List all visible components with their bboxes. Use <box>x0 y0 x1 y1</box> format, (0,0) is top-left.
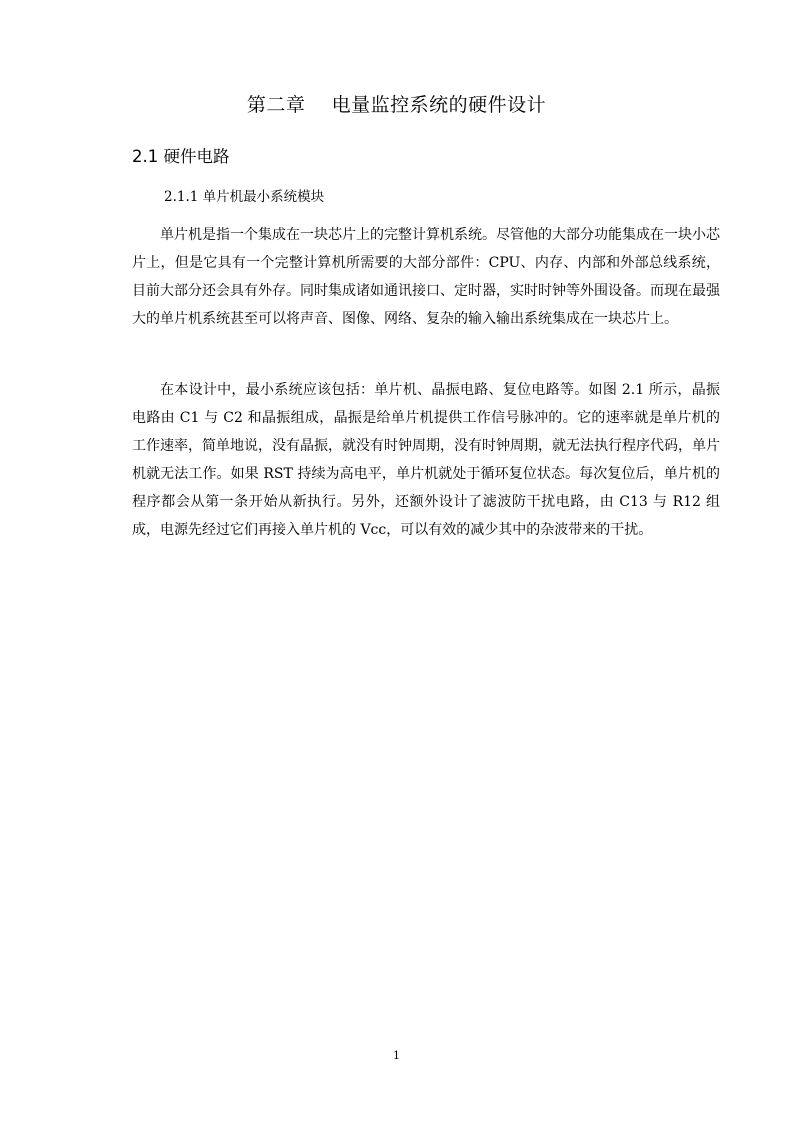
chapter-title: 第二章 电量监控系统的硬件设计 <box>246 94 547 116</box>
subsection-heading: 2.1.1 单片机最小系统模块 <box>164 189 325 205</box>
page-number: 1 <box>393 1049 400 1062</box>
section-heading: 2.1 硬件电路 <box>132 147 230 166</box>
body-paragraph: 在本设计中，最小系统应该包括：单片机、晶振电路、复位电路等。如图 2.1 所示，晶振电路由 C1 与 C2 和晶振组成，晶振是给单片机提供工作信号脉冲的。它的速率就是单片机的工作速率，简单地说，没有晶振，就没有时钟周期，没有时钟周期，就无法执行程序代码，单片机就无法工作。如果 RST 持续为高电平，单片机就处于循环复位状态。每次复位后，单片机的程序都会从第一条开始从新执行。另外，还额外设计了滤波防干扰电路，由 C13 与 R12 组成，电源先经过它们再接入单片机的 Vcc，可以有效的减少其中的杂波带来的干扰。 <box>132 382 720 538</box>
body-paragraph: 单片机是指一个集成在一块芯片上的完整计算机系统。尽管他的大部分功能集成在一块小芯片上，但是它具有一个完整计算机所需要的大部分部件：CPU、内存、内部和外部总线系统，目前大部分还会具有外存。同时集成诸如通讯接口、定时器，实时时钟等外围设备。而现在最强大的单片机系统甚至可以将声音、图像、网络、复杂的输入输出系统集成在一块芯片上。 <box>132 227 720 327</box>
